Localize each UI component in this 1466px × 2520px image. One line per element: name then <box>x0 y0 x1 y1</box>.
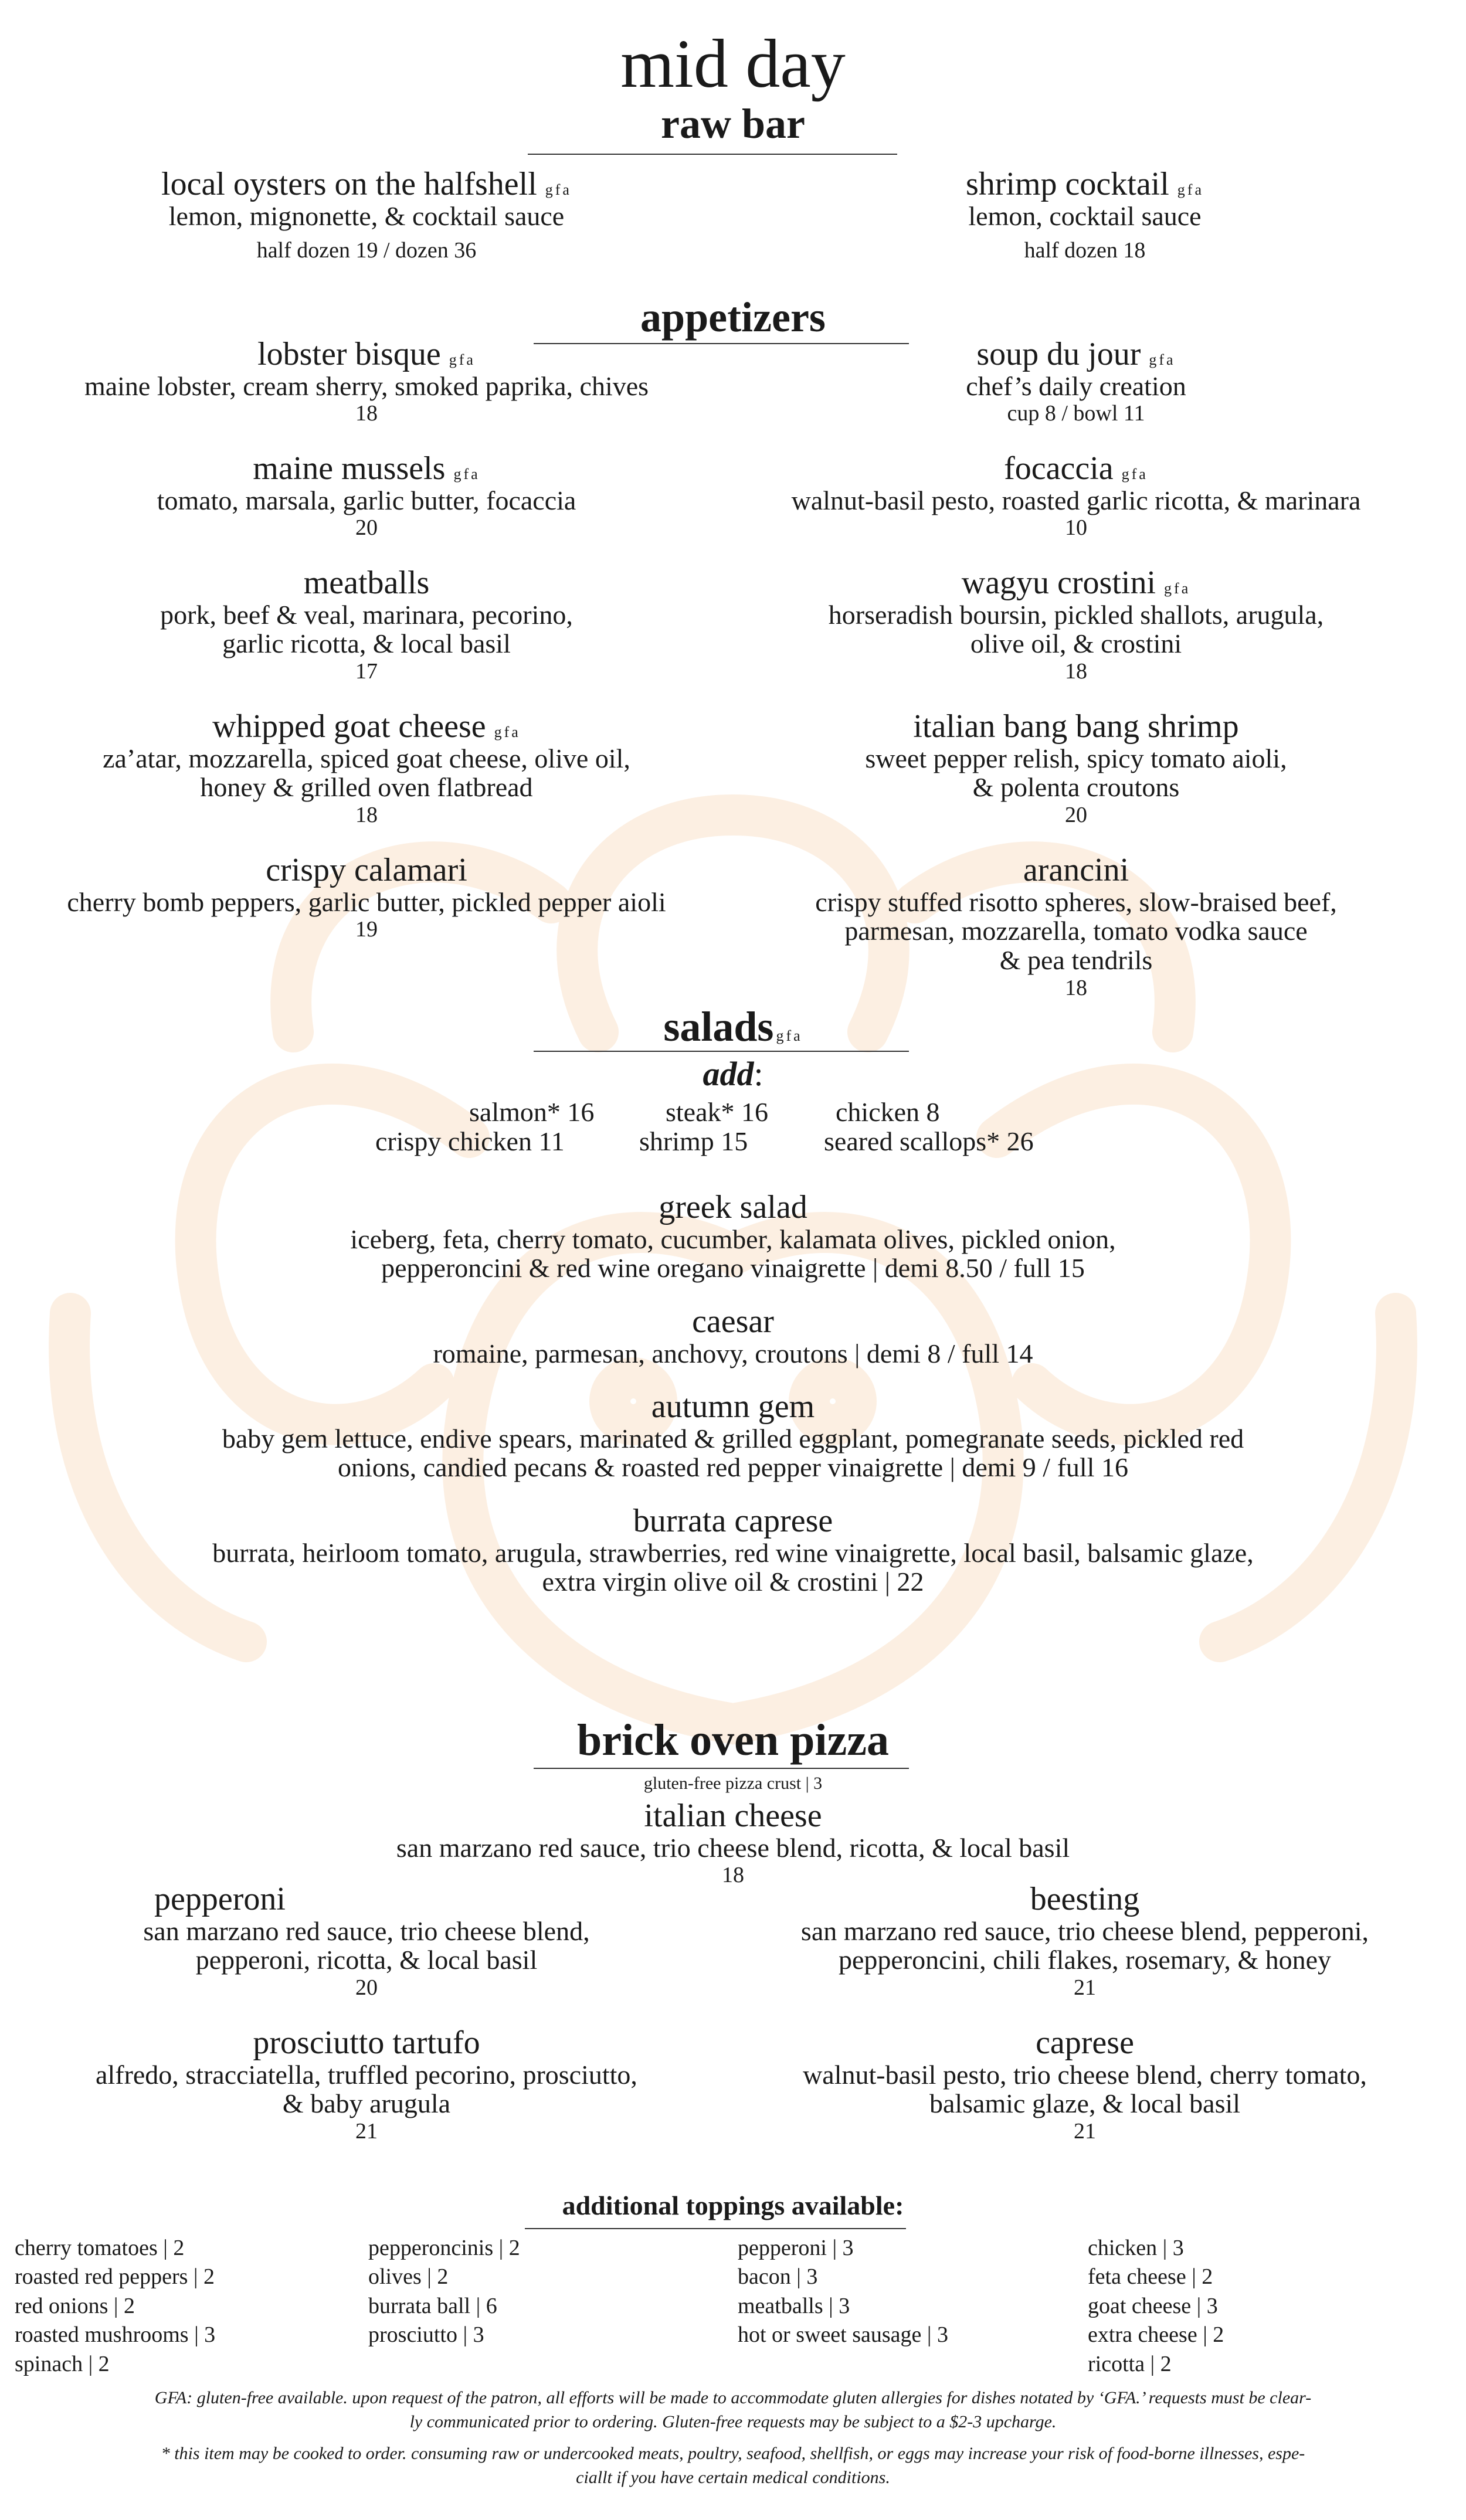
menu-item-focaccia: focaccia gfa walnut-basil pesto, roasted garlic ricotta, & marinara 10 <box>791 450 1361 541</box>
menu-item-greek-salad: greek salad iceberg, feta, cherry tomato, cucumber, kalamata olives, pickled onion, pepperoncini & red wine oregano vinaigrette | demi 8.50 / full 15 <box>350 1189 1116 1283</box>
menu-item-caesar: caesar romaine, parmesan, anchovy, croutons | demi 8 / full 14 <box>433 1303 1033 1368</box>
toppings-heading: additional toppings available: <box>562 2190 904 2220</box>
menu-item-maine-mussels: maine mussels gfa tomato, marsala, garlic butter, focaccia 20 <box>157 450 576 541</box>
menu-item-prosciutto-tartufo: prosciutto tartufo alfredo, stracciatella, truffled pecorino, prosciutto, & baby arugula 21 <box>96 2025 637 2144</box>
menu-item-italian-cheese: italian cheese san marzano red sauce, trio cheese blend, ricotta, & local basil 18 <box>396 1798 1070 1888</box>
toppings-column-1: cherry tomatoes | 2 roasted red peppers | 2 red onions | 2 roasted mushrooms | 3 spinach | 2 <box>15 2236 216 2376</box>
toppings-column-4: chicken | 3 feta cheese | 2 goat cheese | 3 extra cheese | 2 ricotta | 2 <box>1088 2236 1224 2376</box>
menu-item-burrata-caprese: burrata caprese burrata, heirloom tomato, arugula, strawberries, red wine vinaigrette, local basil, balsamic glaze, extra virgin olive oil & crostini | 22 <box>212 1503 1254 1597</box>
menu-item-soup-du-jour: soup du jour gfa chef’s daily creation cup 8 / bowl 11 <box>966 336 1186 426</box>
menu-item-lobster-bisque: lobster bisque gfa maine lobster, cream sherry, smoked paprika, chives 18 <box>84 336 649 426</box>
section-heading-appetizers: appetizers <box>640 294 826 341</box>
gluten-free-disclaimer: GFA: gluten-free available. upon request of the patron, all efforts will be made to accommodate gluten allergies for dishes notated by ‘GFA.’ requests must be clear- ly communicated prior to ordering. Gluten-free requests may be subject to a $2-3 upcharge. <box>154 2388 1312 2431</box>
menu-item-shrimp-cocktail: shrimp cocktail gfa lemon, cocktail sauce half dozen 18 <box>965 166 1204 263</box>
section-heading-salads: salads gfa <box>663 1003 803 1050</box>
gluten-free-crust-note: gluten-free pizza crust | 3 <box>643 1774 823 1793</box>
section-heading-raw-bar: raw bar <box>661 100 805 147</box>
menu-item-crispy-calamari: crispy calamari cherry bomb peppers, garlic butter, pickled pepper aioli 19 <box>67 852 666 942</box>
menu-item-italian-bang-bang-shrimp: italian bang bang shrimp sweet pepper relish, spicy tomato aioli, & polenta croutons 20 <box>865 708 1287 828</box>
menu-item-beesting: beesting san marzano red sauce, trio cheese blend, pepperoni, pepperoncini, chili flakes, rosemary, & honey 21 <box>800 1881 1369 2001</box>
raw-food-disclaimer: * this item may be cooked to order. consuming raw or undercooked meats, poultry, seafood, shellfish, or eggs may increase your risk of food-borne illnesses, espe- ciallt if you have certain medical conditions. <box>161 2444 1305 2487</box>
divider <box>525 2228 906 2229</box>
menu-item-autumn-gem: autumn gem baby gem lettuce, endive spears, marinated & grilled eggplant, pomegranate seeds, pickled red onions, candied pecans & roasted red pepper vinaigrette | demi 9 / full 16 <box>222 1388 1244 1483</box>
divider <box>534 1051 909 1052</box>
toppings-column-2: pepperoncinis | 2 olives | 2 burrata ball | 6 prosciutto | 3 <box>368 2236 520 2348</box>
salad-addons-row-1: salmon* 16 steak* 16 chicken 8 <box>469 1097 940 1127</box>
menu-item-pepperoni-pizza: pepperoni san marzano red sauce, trio cheese blend, pepperoni, ricotta, & local basil 20 <box>143 1881 590 2001</box>
salad-add-label: add: <box>703 1055 763 1093</box>
divider <box>528 154 897 155</box>
menu-item-meatballs: meatballs pork, beef & veal, marinara, pecorino, garlic ricotta, & local basil 17 <box>160 565 573 684</box>
menu-item-whipped-goat-cheese: whipped goat cheese gfa za’atar, mozzarella, spiced goat cheese, olive oil, honey & grilled oven flatbread 18 <box>103 708 630 828</box>
salad-addons-row-2: crispy chicken 11 shrimp 15 seared scallops* 26 <box>375 1126 1034 1156</box>
gfa-tag: gfa <box>545 181 572 198</box>
menu-title: mid day <box>620 25 846 102</box>
menu-item-wagyu-crostini: wagyu crostini gfa horseradish boursin, pickled shallots, arugula, olive oil, & crostini 18 <box>828 565 1324 684</box>
menu-item-oysters: local oysters on the halfshell gfa lemon, mignonette, & cocktail sauce half dozen 19 / dozen 36 <box>161 166 572 263</box>
toppings-column-3: pepperoni | 3 bacon | 3 meatballs | 3 hot or sweet sausage | 3 <box>738 2236 949 2348</box>
section-heading-brick-oven-pizza: brick oven pizza <box>577 1716 889 1765</box>
menu-item-arancini: arancini crispy stuffed risotto spheres, slow-braised beef, parmesan, mozzarella, tomato vodka sauce & pea tendrils 18 <box>815 852 1337 1000</box>
gfa-tag: gfa <box>776 1027 803 1044</box>
menu-item-caprese-pizza: caprese walnut-basil pesto, trio cheese blend, cherry tomato, balsamic glaze, & local basil 21 <box>803 2025 1367 2144</box>
gfa-tag: gfa <box>1177 181 1204 198</box>
divider <box>534 1768 909 1769</box>
